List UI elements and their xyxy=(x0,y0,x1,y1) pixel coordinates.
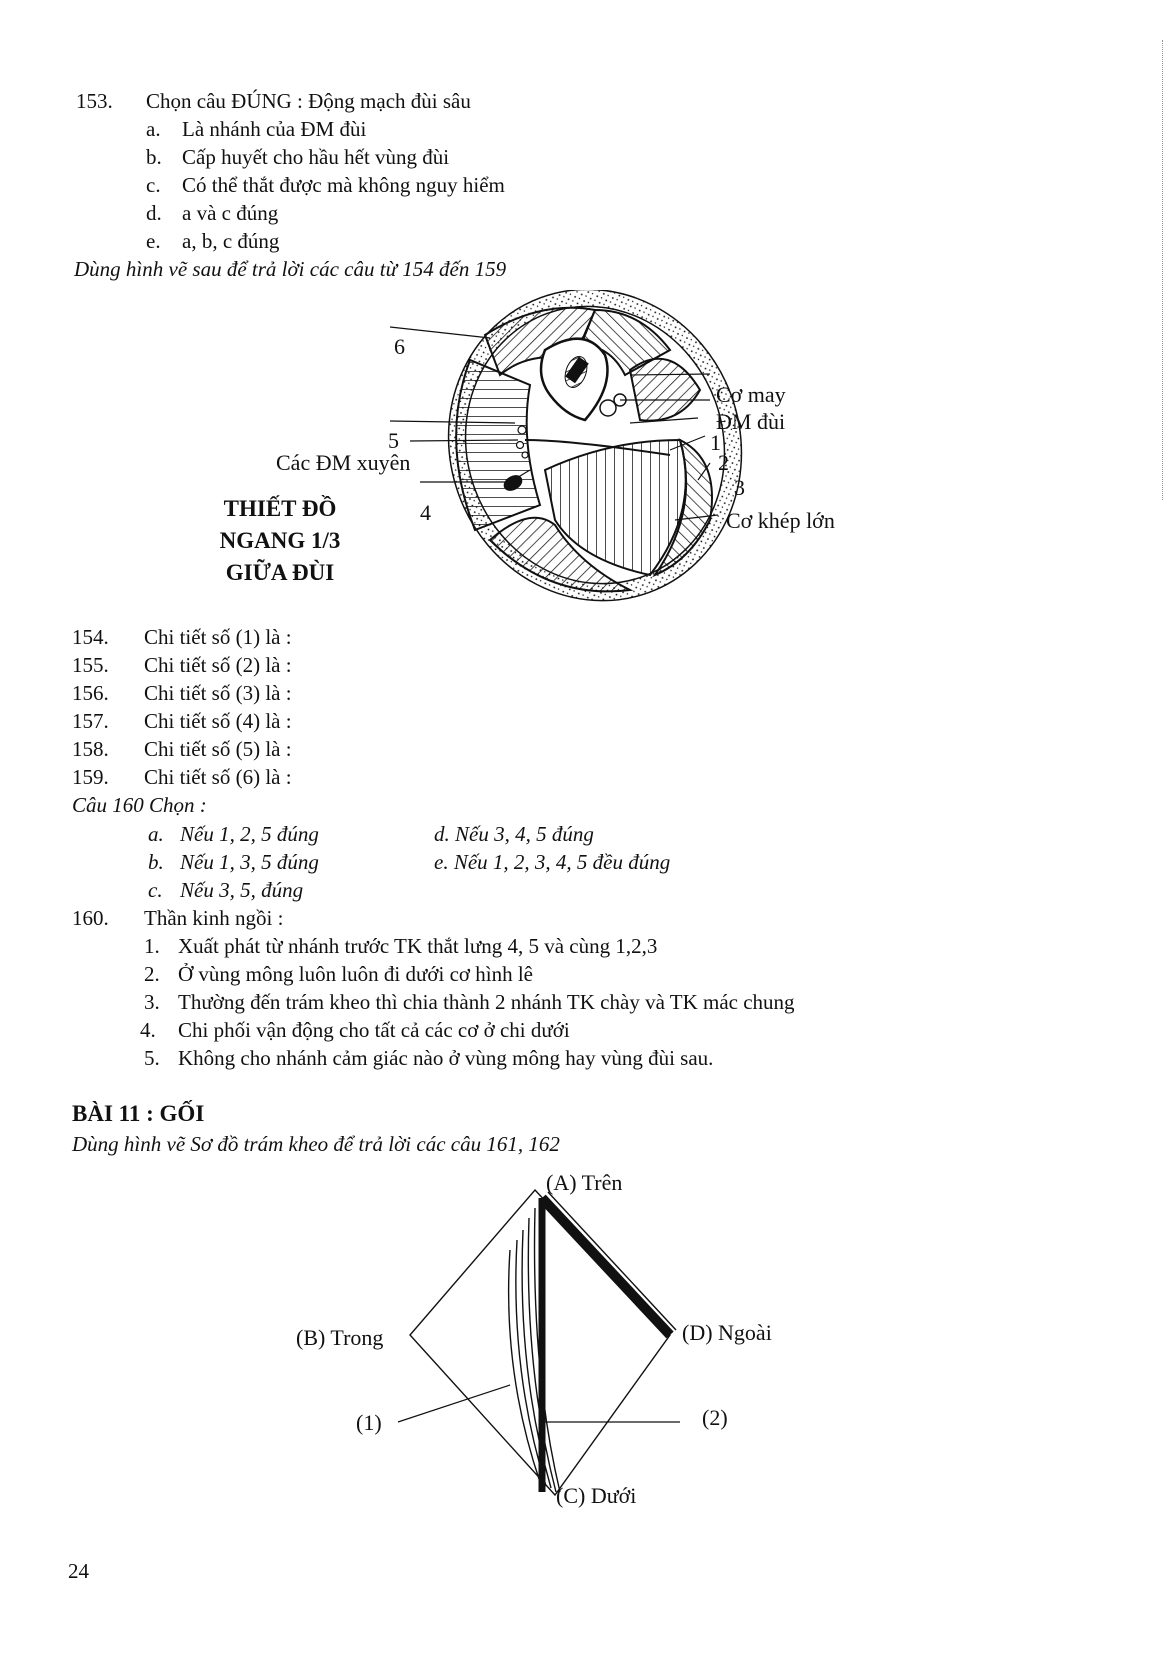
q153-option-e-letter: e. xyxy=(146,229,161,253)
label-4: 4 xyxy=(420,500,431,525)
biceps-band xyxy=(542,1198,670,1335)
question-number: 158. xyxy=(72,737,109,761)
label-5: 5 xyxy=(388,428,399,453)
figure1-instruction: Dùng hình vẽ sau để trả lời các câu từ 154 đến 159 xyxy=(74,257,507,281)
q153-option-c: Có thể thắt được mà không nguy hiểm xyxy=(182,173,505,197)
question-number: 156. xyxy=(72,681,109,705)
label-femoral-artery: ĐM đùi xyxy=(716,409,786,434)
q160-item-number: 4. xyxy=(140,1018,156,1042)
q153-number: 153. xyxy=(76,89,113,113)
page-edge-scan-artifact xyxy=(1162,40,1169,500)
question-number: 159. xyxy=(72,765,109,789)
label-perforating-arteries: Các ĐM xuyên xyxy=(276,450,411,475)
q153-option-e: a, b, c đúng xyxy=(182,229,280,253)
q153-option-a-letter: a. xyxy=(146,117,161,141)
semimembranosus-band xyxy=(509,1208,560,1492)
figure1-title-line: THIẾT ĐỒ xyxy=(223,496,337,521)
choose-key-c-letter: c. xyxy=(148,878,163,902)
q153-option-c-letter: c. xyxy=(146,173,161,197)
choose-key-e: e. Nếu 1, 2, 3, 4, 5 đều đúng xyxy=(434,850,671,874)
figure2-instruction: Dùng hình vẽ Sơ đồ trám kheo để trả lời các câu 161, 162 xyxy=(72,1132,560,1156)
q160-number: 160. xyxy=(72,906,109,930)
label-bottom: (C) Dưới xyxy=(556,1483,637,1508)
question-text: Chi tiết số (3) là : xyxy=(144,681,292,705)
choose-key-a-letter: a. xyxy=(148,822,164,846)
figure1-title-line: NGANG 1/3 xyxy=(219,528,341,553)
biceps-band-edge xyxy=(548,1192,676,1330)
label-sartorius: Cơ may xyxy=(716,382,786,407)
question-text: Chi tiết số (1) là : xyxy=(144,625,292,649)
q153-option-b: Cấp huyết cho hầu hết vùng đùi xyxy=(182,145,450,169)
label-adductor-magnus: Cơ khép lớn xyxy=(726,508,835,533)
q160-stem: Thần kinh ngồi : xyxy=(144,906,284,930)
q153-option-d: a và c đúng xyxy=(182,201,279,225)
popliteal-fossa-diagram xyxy=(380,1170,720,1510)
choose-key-d: d. Nếu 3, 4, 5 đúng xyxy=(434,822,594,846)
choose-key-b-letter: b. xyxy=(148,850,164,874)
page-number: 24 xyxy=(68,1559,89,1583)
section-title: BÀI 11 : GỐI xyxy=(72,1101,205,1126)
label-6: 6 xyxy=(394,334,405,359)
choose-key-b: Nếu 1, 3, 5 đúng xyxy=(180,850,319,874)
question-text: Chi tiết số (6) là : xyxy=(144,765,292,789)
q153-option-b-letter: b. xyxy=(146,145,162,169)
choose-key-c: Nếu 3, 5, đúng xyxy=(180,878,304,902)
question-text: Chi tiết số (5) là : xyxy=(144,737,292,761)
label-top: (A) Trên xyxy=(546,1170,623,1195)
q153-stem: Chọn câu ĐÚNG : Động mạch đùi sâu xyxy=(146,89,471,113)
question-number: 157. xyxy=(72,709,109,733)
q160-choose-header: Câu 160 Chọn : xyxy=(72,793,207,817)
label-2: (2) xyxy=(702,1405,728,1430)
q160-item-number: 2. xyxy=(144,962,160,986)
q153-option-d-letter: d. xyxy=(146,201,162,225)
q160-item-number: 1. xyxy=(144,934,160,958)
q160-item-number: 3. xyxy=(144,990,160,1014)
label-3: 3 xyxy=(734,475,745,500)
q160-item: Thường đến trám kheo thì chia thành 2 nhánh TK chày và TK mác chung xyxy=(178,990,795,1014)
q160-item: Chi phối vận động cho tất cả các cơ ở chi dưới xyxy=(178,1018,570,1042)
choose-key-a: Nếu 1, 2, 5 đúng xyxy=(180,822,319,846)
label-medial: (B) Trong xyxy=(296,1325,384,1350)
label-1: (1) xyxy=(356,1410,382,1435)
q160-item: Không cho nhánh cảm giác nào ở vùng mông hay vùng đùi sau. xyxy=(178,1046,714,1070)
q160-item: Ở vùng mông luôn luôn đi dưới cơ hình lê xyxy=(178,962,533,986)
question-number: 155. xyxy=(72,653,109,677)
q153-option-a: Là nhánh của ĐM đùi xyxy=(182,117,367,141)
q160-item-number: 5. xyxy=(144,1046,160,1070)
label-2: 2 xyxy=(718,450,729,475)
question-text: Chi tiết số (2) là : xyxy=(144,653,292,677)
figure1-title-line: GIỮA ĐÙI xyxy=(225,560,335,585)
q160-item: Xuất phát từ nhánh trước TK thắt lưng 4, 5 và cùng 1,2,3 xyxy=(178,934,658,958)
label-1: 1 xyxy=(710,430,721,455)
leader-6 xyxy=(390,327,490,338)
question-text: Chi tiết số (4) là : xyxy=(144,709,292,733)
leader-1 xyxy=(398,1385,510,1422)
question-number: 154. xyxy=(72,625,109,649)
thigh-cross-section-figure xyxy=(380,290,880,630)
label-lateral: (D) Ngoài xyxy=(682,1320,772,1345)
figure1-title xyxy=(204,493,356,589)
